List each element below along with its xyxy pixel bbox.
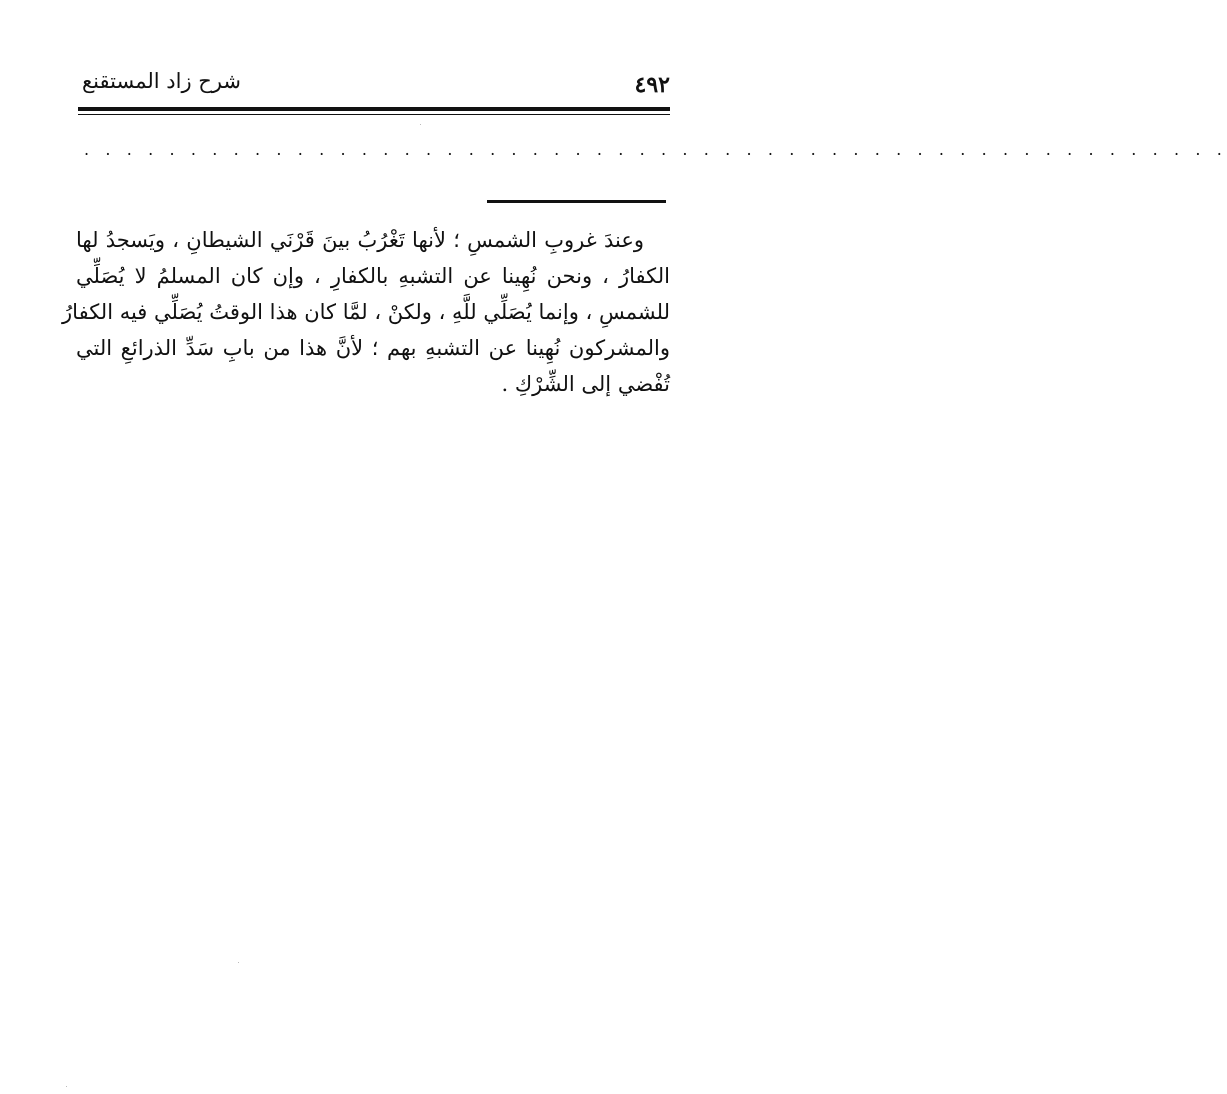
scan-speck [238, 962, 239, 963]
scan-speck [420, 124, 421, 125]
text-line-1: وعندَ غروبِ الشمسِ ؛ لأنها تَغْرُبُ بينَ قَرْنَي الشيطانِ ، ويَسجدُ لها [76, 228, 644, 252]
page-number: ٤٩٢ [634, 72, 670, 98]
page-header [78, 66, 670, 106]
dotted-separator: . . . . . . . . . . . . . . . . . . . . . . . . . . . . . . . . . . . . . . . . . . . . . . . . . . . . . . [84, 140, 1227, 159]
text-line-5: تُفْضي إلى الشِّرْكِ . [501, 372, 670, 396]
header-rule-thick [78, 107, 670, 111]
section-rule [487, 200, 666, 203]
scan-speck [66, 1086, 67, 1087]
running-title: شرح زاد المستقنع [82, 69, 241, 93]
text-line-2: الكفارُ ، ونحن نُهِينا عن التشبهِ بالكفارِ ، وإن كان المسلمُ لا يُصَلِّي [76, 264, 670, 288]
header-rule-thin [78, 114, 670, 115]
text-line-4: والمشركون نُهِينا عن التشبهِ بهم ؛ لأنَّ هذا من بابِ سَدِّ الذرائعِ التي [76, 336, 670, 360]
body-paragraph [62, 222, 670, 402]
text-line-3: للشمسِ ، وإنما يُصَلِّي للَّهِ ، ولكنْ ، لمَّا كان هذا الوقتُ يُصَلِّي فيه الكفارُ [62, 300, 670, 324]
